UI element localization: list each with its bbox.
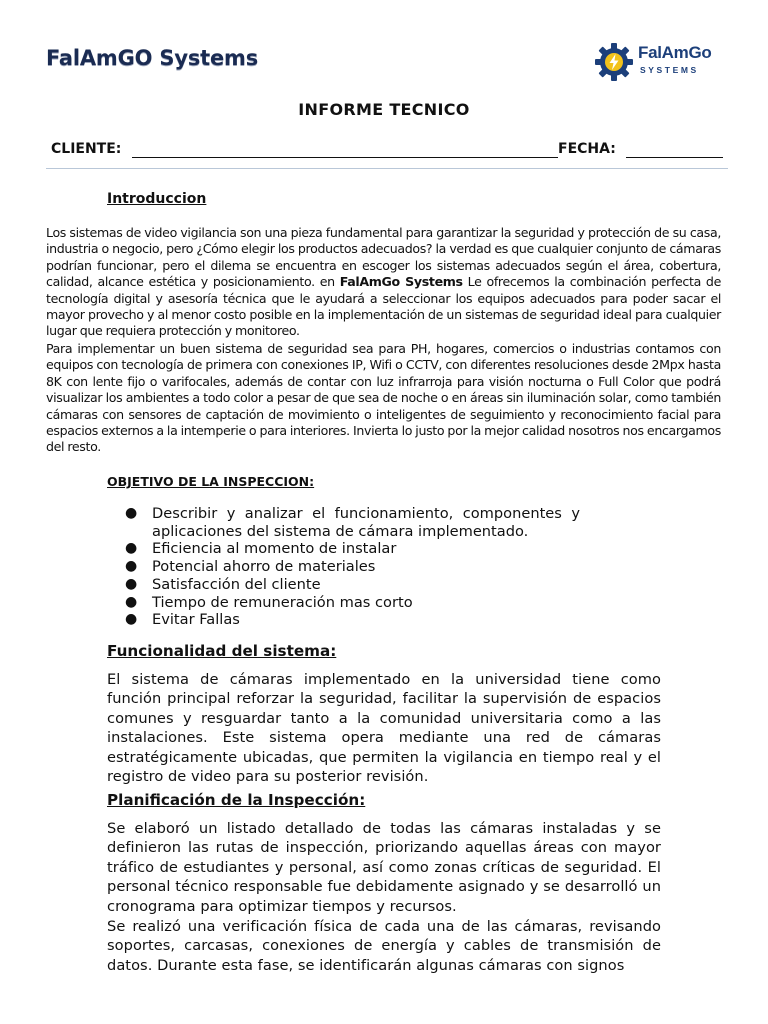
planning-paragraph-1: Se elaboró un listado detallado de todas las cámaras instaladas y se definieron las rutas de inspección, priorizando aquellas áreas con mayor tráfico de estudiantes y personal, así como zonas críticas de seguridad. El personal técnico responsable fue debidamente asignado y se desarrolló un cronograma para optimizar tiempos y recursos. <box>107 820 661 915</box>
list-item-text: Describir y analizar el funcionamiento, componentes y aplicaciones del sistema de cámara implementado. <box>152 505 580 540</box>
bullet-icon: ● <box>125 558 138 575</box>
list-item <box>125 594 580 612</box>
functionality-heading: Funcionalidad del sistema: <box>107 642 337 660</box>
intro-heading: Introduccion <box>107 191 207 207</box>
objective-list <box>125 505 580 629</box>
header-divider <box>46 168 728 169</box>
list-item <box>125 611 580 629</box>
document-title: INFORME TECNICO <box>298 100 470 119</box>
date-field-line[interactable] <box>626 157 723 158</box>
functionality-paragraph: El sistema de cámaras implementado en la universidad tiene como función principal reforzar la seguridad, facilitar la supervisión de espacios comunes y resguardar tanto a la comunidad universitaria como a las instalaciones. Este sistema opera mediante una red de cámaras estratégicamente ubicadas, que permiten la vigilancia en tiempo real y el registro de video para su posterior revisión. <box>107 671 661 786</box>
bullet-icon: ● <box>125 593 138 610</box>
document-header <box>46 40 726 86</box>
bullet-icon: ● <box>125 575 138 592</box>
logo-subtitle: SYSTEMS <box>640 65 699 75</box>
bullet-icon: ● <box>125 540 138 557</box>
logo-wordmark: FalAmGo <box>638 43 712 62</box>
gear-icon <box>594 42 634 82</box>
planning-paragraph-2: Se realizó una verificación física de cada una de las cámaras, revisando soportes, carcasas, conexiones de energía y cables de transmisión de datos. Durante esta fase, se identificarán algunas cámaras con signos <box>107 918 661 974</box>
list-item <box>125 558 580 576</box>
list-item-text: Eficiencia al momento de instalar <box>152 540 397 558</box>
client-label: CLIENTE: <box>51 141 122 157</box>
list-item <box>125 576 580 594</box>
intro-brand-bold: FalAmGo Systems <box>339 274 463 290</box>
bullet-icon: ● <box>125 611 138 628</box>
list-item <box>125 505 580 540</box>
objective-heading: OBJETIVO DE LA INSPECCION: <box>107 474 315 489</box>
list-item-text: Evitar Fallas <box>152 611 240 629</box>
company-name: FalAmGO Systems <box>46 46 258 70</box>
client-field-line[interactable] <box>132 157 558 158</box>
list-item <box>125 540 580 558</box>
company-logo <box>594 40 722 84</box>
intro-text-b: Le ofrecemos la combinación perfecta de tecnología digital y asesoría técnica que le ayudará a seleccionar los equipos adecuados para poder sacar el mayor provecho y al menor costo posible en la implementación de un sistemas de seguridad ideal para cualquier lugar que requiera protección y monitoreo. <box>46 274 721 339</box>
list-item-text: Satisfacción del cliente <box>152 575 321 593</box>
client-date-row <box>51 141 723 161</box>
list-item-text: Tiempo de remuneración mas corto <box>152 593 413 611</box>
date-label: FECHA: <box>558 141 616 157</box>
list-item-text: Potencial ahorro de materiales <box>152 558 376 576</box>
planning-heading: Planificación de la Inspección: <box>107 791 366 809</box>
intro-text-a: Los sistemas de video vigilancia son una pieza fundamental para garantizar la seguridad y protección de su casa, industria o negocio, pero ¿Cómo elegir los productos adecuados? la verdad es que cualquier conjunto de cámaras podrían funcionar, pero el dilema se encuentra en escoger los sistemas adecuados según el área, cobertura, calidad, alcance estética y posicionamiento. en <box>46 225 721 290</box>
bullet-icon: ● <box>125 505 138 521</box>
intro-paragraph-2: Para implementar un buen sistema de seguridad sea para PH, hogares, comercios o industrias contamos con equipos con tecnología de primera con conexiones IP, Wifi o CCTV, con diferentes resoluciones desde 2Mpx hasta 8K con lente fijo o varifocales, además de contar con luz infrarroja para visión nocturna o Full Color que podrá visualizar los ambientes a todo color a pesar de que sea de noche o en áreas sin iluminación solar, como también cámaras con sensores de captación de movimiento o inteligentes de seguimiento y reconocimiento facial para espacios externos a la intemperie o para interiores. Invierta lo justo por la mejor calidad nosotros nos encargamos del resto. <box>46 341 721 455</box>
intro-paragraph-1 <box>46 225 721 340</box>
